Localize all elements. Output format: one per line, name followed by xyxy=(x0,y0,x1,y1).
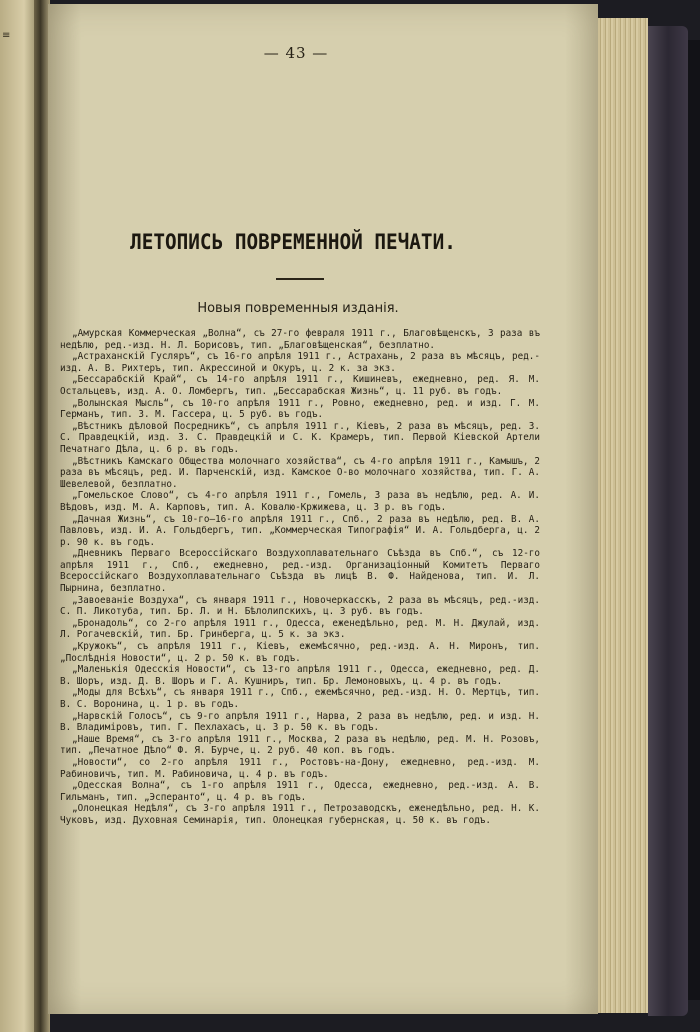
entries-list xyxy=(60,328,540,827)
entry: „Одесская Волна“, съ 1-го апрѣля 1911 г., Одесса, ежедневно, ред.-изд. А. В. Гильманъ, тип. „Эсперанто“, ц. 4 р. въ годъ. xyxy=(60,780,540,803)
left-page-edge: ≡ xyxy=(0,0,40,1032)
entry: „Дачная Жизнь“, съ 10-го—16-го апрѣля 1911 г., Спб., 2 раза въ недѣлю, ред. В. А. Павловъ, изд. И. А. Гольдбергъ, тип. „Коммерческая Типографія“ И. А. Гольдберга, ц. 2 р. 90 к. въ годъ. xyxy=(60,513,540,548)
entry: „Завоеваніе Воздуха“, съ января 1911 г., Новочеркасскъ, 2 раза въ мѣсяцъ, ред.-изд. С. П. Ликотуба, тип. Бр. Л. и Н. Бѣлолипскихъ, ц. 3 руб. въ годъ. xyxy=(60,594,540,618)
page-title: ЛЕТОПИСЬ ПОВРЕМЕННОЙ ПЕЧАТИ. xyxy=(130,230,456,254)
entry: „Наше Время“, съ 3-го апрѣля 1911 г., Москва, 2 раза въ недѣлю, ред. М. Н. Розовъ, тип. „Печатное Дѣло“ Ф. Я. Бурче, ц. 2 руб. 40 коп. въ годъ. xyxy=(60,733,540,757)
title-rule xyxy=(276,278,324,280)
entry: „Амурская Коммерческая „Волна“, съ 27-го февраля 1911 г., Благовѣщенскъ, 3 раза въ недѣлю, ред.-изд. Н. Л. Борисовъ, тип. „Благовѣщенская“, безплатно. xyxy=(60,328,540,351)
entry: „Вѣстникъ дѣловой Посредникъ“, съ апрѣля 1911 г., Кіевъ, 2 раза въ мѣсяцъ, ред. З. С. Правдецкій, изд. З. С. Правдецкій и С. К. Крамеръ, тип. Первой Кіевской Артели Печатнаго Дѣла, ц. 6 р. въ годъ. xyxy=(60,420,540,455)
entry: „Бронадоль“, со 2-го апрѣля 1911 г., Одесса, еженедѣльно, ред. М. Н. Джулай, изд. Л. Рогачевскій, тип. Бр. Гринберга, ц. 5 к. за экз. xyxy=(60,617,540,641)
entry: „Маленькія Одесскія Новости“, съ 13-го апрѣля 1911 г., Одесса, ежедневно, ред. Д. В. Шоръ, изд. Д. В. Шоръ и Г. А. Кушниръ, тип. Бр. Лемоновыхъ, ц. 4 р. въ годъ. xyxy=(60,664,540,687)
book-cover xyxy=(648,26,688,1016)
cover-shadow xyxy=(688,40,700,1000)
entry: „Олонецкая Недѣля“, съ 3-го апрѣля 1911 г., Петрозаводскъ, еженедѣльно, ред. Н. К. Чуковъ, изд. Духовная Семинарія, тип. Олонецкая губернская, ц. 50 к. въ годъ. xyxy=(60,803,540,826)
entry: „Нарвскій Голосъ“, съ 9-го апрѣля 1911 г., Нарва, 2 раза въ недѣлю, ред. и изд. Н. В. Владиміровъ, тип. Г. Пехлахасъ, ц. 3 р. 50 к. въ годъ. xyxy=(60,710,540,734)
book-page xyxy=(48,4,598,1014)
section-subtitle: Новыя повременныя изданія. xyxy=(197,301,399,316)
entry: „Астраханскій Гусляръ“, съ 16-го апрѣля 1911 г., Астрахань, 2 раза въ мѣсяцъ, ред.-изд. А. В. Рихтеръ, тип. Акрессиной и Окуръ, ц. 2 к. за экз. xyxy=(60,351,540,374)
entry: „Бессарабскій Край“, съ 14-го апрѣля 1911 г., Кишиневъ, ежедневно, ред. Я. М. Остальцевъ, изд. А. О. Ломбергъ, тип. „Бессарабская Жизнь“, ц. 11 руб. въ годъ. xyxy=(60,374,540,397)
entry: „Волынская Мысль“, съ 10-го апрѣля 1911 г., Ровно, ежедневно, ред. и изд. Г. М. Германъ, тип. З. М. Гассера, ц. 5 руб. въ годъ. xyxy=(60,397,540,421)
entry: „Гомельское Слово“, съ 4-го апрѣля 1911 г., Гомель, 3 раза въ недѣлю, ред. А. И. Вѣдовъ, изд. М. А. Карповъ, тип. А. Ковалю-Кржижева, ц. 3 р. въ годъ. xyxy=(60,490,540,513)
entry: „Дневникъ Перваго Всероссійскаго Воздухоплавательнаго Съѣзда въ Спб.“, съ 12-го апрѣля 1911 г., Спб., ежедневно, ред.-изд. Организаціонный Комитетъ Перваго Всероссійскаго Воздухоплавательнаго Съѣзда въ лицѣ В. Ф. Найденова, тип. И. Л. Пырнина, безплатно. xyxy=(60,548,540,595)
entry: „Новости“, со 2-го апрѣля 1911 г., Ростовъ-на-Дону, ежедневно, ред.-изд. М. Рабиновичъ, тип. М. Рабиновича, ц. 4 р. въ годъ. xyxy=(60,756,540,780)
entry: „Кружокъ“, съ апрѣля 1911 г., Кіевъ, ежемѣсячно, ред.-изд. А. Н. Миронъ, тип. „Послѣднія Новости“, ц. 2 р. 50 к. въ годъ. xyxy=(60,641,540,664)
entry: „Моды для Всѣхъ“, съ января 1911 г., Спб., ежемѣсячно, ред.-изд. Н. О. Мертцъ, тип. В. С. Воронина, ц. 1 р. въ годъ. xyxy=(60,687,540,710)
page-edges xyxy=(598,18,648,1013)
entry: „Вѣстникъ Камскаго Общества молочнаго хозяйства“, съ 4-го апрѣля 1911 г., Камышъ, 2 раза въ мѣсяцъ, ред. И. Парченскій, изд. Камское О-во молочнаго хозяйства, тип. Г. А. Шевелевой, безплатно. xyxy=(60,455,540,490)
page-number: — 43 — xyxy=(263,44,329,62)
